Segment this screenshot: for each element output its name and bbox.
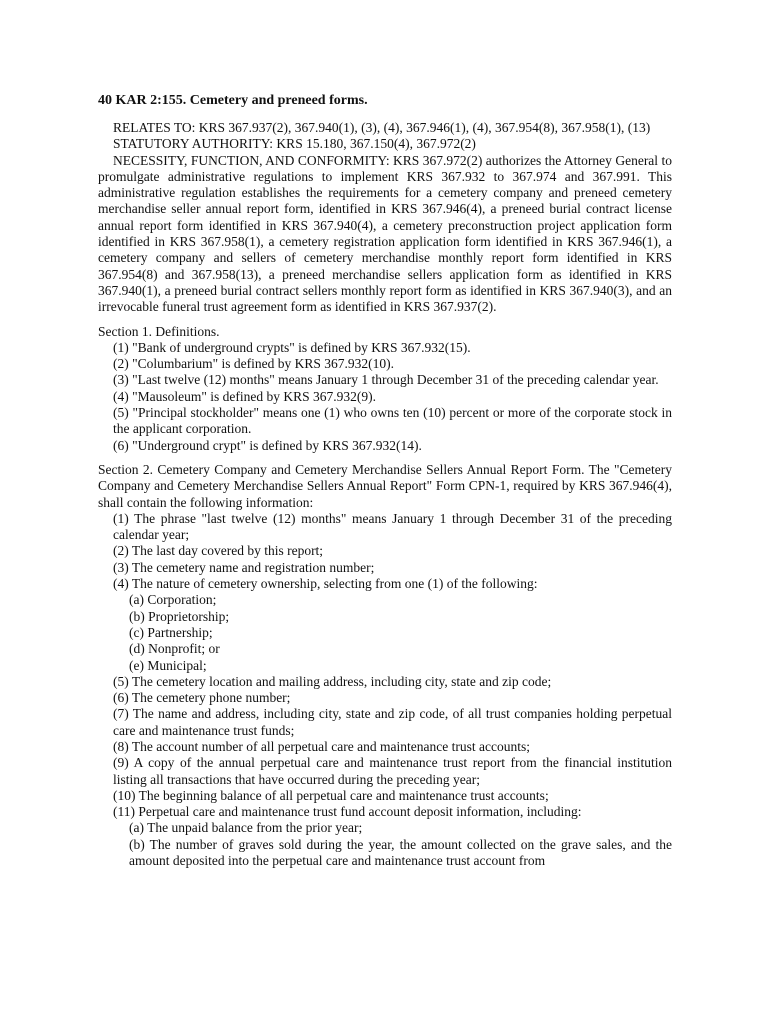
document-page (98, 92, 672, 869)
definition-item: (2) "Columbarium" is defined by KRS 367.932(10). (113, 356, 394, 372)
list-item: (7) The name and address, including city, state and zip code, of all trust companies holding perpetual care and maintenance trust funds; (113, 706, 672, 738)
list-item: (8) The account number of all perpetual care and maintenance trust accounts; (113, 738, 530, 754)
list-item: (5) The cemetery location and mailing address, including city, state and zip code; (113, 673, 552, 689)
list-item: (9) A copy of the annual perpetual care and maintenance trust report from the financial institution listing all transactions that have occurred during the preceding year; (113, 755, 672, 787)
ownership-option: (e) Municipal; (129, 657, 207, 673)
relates-to: RELATES TO: KRS 367.937(2), 367.940(1), (3), (4), 367.946(1), (4), 367.954(8), 367.958(1), (13) (113, 120, 651, 135)
list-item: (1) The phrase "last twelve (12) months" means January 1 through December 31 of the preceding calendar year; (113, 510, 672, 543)
ownership-option: (c) Partnership; (129, 624, 213, 640)
definition-item: (5) "Principal stockholder" means one (1) who owns ten (10) percent or more of the corporate stock in the applicant corporation. (113, 405, 672, 437)
ownership-option: (d) Nonprofit; or (129, 641, 220, 657)
page-title: 40 KAR 2:155. Cemetery and preneed forms. (98, 93, 368, 108)
list-item: (4) The nature of cemetery ownership, selecting from one (1) of the following: (113, 576, 538, 592)
definition-item: (1) "Bank of underground crypts" is defined by KRS 367.932(15). (113, 339, 471, 355)
deposit-subitem: (a) The unpaid balance from the prior year; (129, 820, 363, 836)
section-2 (98, 462, 672, 869)
list-item: (3) The cemetery name and registration number; (113, 559, 375, 575)
section-1 (98, 324, 672, 454)
ownership-option: (a) Corporation; (129, 592, 217, 608)
definition-item: (6) "Underground crypt" is defined by KRS 367.932(14). (113, 437, 422, 453)
section-2-heading: Section 2. Cemetery Company and Cemetery Merchandise Sellers Annual Report Form. The "Cemetery Company and Cemetery Merchandise Sellers Annual Report" Form CPN-1, required by KRS 367.946(4), shall contain the following information: (98, 461, 672, 510)
necessity-paragraph: NECESSITY, FUNCTION, AND CONFORMITY: KRS 367.972(2) authorizes the Attorney General to promulgate administrative regulations to implement KRS 367.932 to 367.974 and 367.991. This administrative regulation establishes the requirements for a cemetery company and preneed cemetery merchandise seller annual report form, identified in KRS 367.946(4), a preneed burial contract license annual report form identified in KRS 367.940(4), a cemetery preconstruction project application form identified in KRS 367.958(1), a cemetery registration application form identified in KRS 367.946(1), a cemetery company and sellers of cemetery merchandise monthly report form identified in KRS 367.954(8) and 367.958(13), a preneed merchandise sellers application form as identified in KRS 367.940(1), a preneed burial contract sellers monthly report form as identified in KRS 367.940(3), and an irrevocable funeral trust agreement form as identified in KRS 367.937(2). (98, 152, 672, 315)
list-item: (6) The cemetery phone number; (113, 690, 291, 706)
list-item: (11) Perpetual care and maintenance trust fund account deposit information, including: (113, 804, 582, 820)
list-item: (10) The beginning balance of all perpetual care and maintenance trust accounts; (113, 787, 549, 803)
deposit-subitem: (b) The number of graves sold during the year, the amount collected on the grave sales, and the amount deposited into the perpetual care and maintenance trust account from (129, 836, 672, 869)
list-item: (2) The last day covered by this report; (113, 543, 324, 559)
definition-item: (4) "Mausoleum" is defined by KRS 367.932(9). (113, 388, 376, 404)
ownership-option: (b) Proprietorship; (129, 608, 230, 624)
statutory-authority: STATUTORY AUTHORITY: KRS 15.180, 367.150(4), 367.972(2) (113, 136, 476, 152)
definition-item: (3) "Last twelve (12) months" means January 1 through December 31 of the preceding calendar year. (113, 372, 659, 388)
section-1-heading: Section 1. Definitions. (98, 323, 220, 339)
